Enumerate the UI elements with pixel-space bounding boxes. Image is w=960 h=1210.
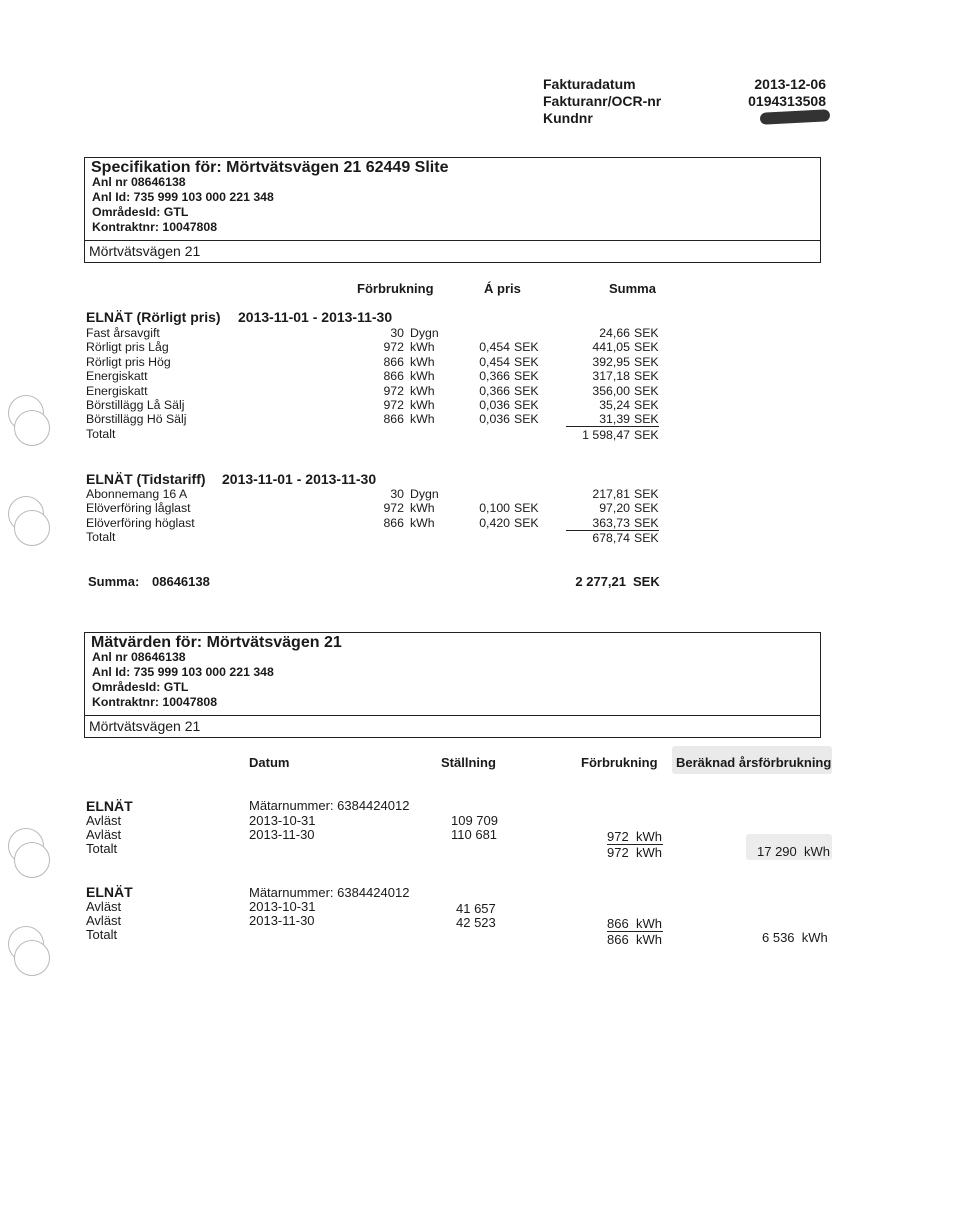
section2-total-unit: SEK (634, 531, 659, 545)
meter1-title: ELNÄT (86, 798, 133, 814)
matv-col-forbrukning: Förbrukning (581, 755, 658, 770)
section1-row-price-unit: SEK (514, 340, 539, 355)
summa-unit: SEK (633, 574, 660, 589)
meter1-annual-unit: kWh (804, 844, 830, 859)
meter2-row2-consumption-value: 866 (607, 916, 629, 931)
col-header-apris: Á pris (484, 281, 521, 296)
section1-row-price-unit: SEK (514, 398, 539, 412)
section2-row-unit: Dygn (410, 487, 439, 501)
section1-row-unit: kWh (410, 369, 435, 384)
section2-total-label: Totalt (86, 530, 116, 544)
section1-row-unit: kWh (410, 354, 435, 369)
section1-row-sum-unit: SEK (634, 340, 659, 355)
section2-row-qty: 972 (383, 501, 404, 516)
redaction-smudge (760, 109, 831, 125)
section1-row-label: Rörligt pris Hög (86, 354, 171, 369)
section2-row-price: 0,100 (479, 501, 510, 516)
matv-title: Mätvärden för: Mörtvätsvägen 21 (91, 634, 342, 651)
section1-row-unit: kWh (410, 383, 435, 398)
section2-period: 2013-11-01 - 2013-11-30 (222, 471, 377, 487)
section1-row-sum: 24,66 (599, 326, 630, 340)
section2-row-label: Elöverföring låglast (86, 501, 191, 516)
meter1-annual-value: 17 290 (757, 844, 797, 859)
punch-hole-6 (14, 842, 50, 878)
section1-total-unit: SEK (634, 428, 659, 442)
meter1-row1-reading: 109 709 (451, 813, 498, 828)
meter1-total (607, 845, 662, 860)
section1-row-sum: 392,95 (592, 354, 630, 369)
meter2-total-unit: kWh (635, 932, 662, 947)
section2-row-qty: 30 (390, 487, 404, 501)
invoice-number: 0194313508 (748, 93, 826, 109)
section1-row-sum-unit: SEK (634, 383, 659, 398)
section1-row-unit: Dygn (410, 326, 439, 340)
spec-anl-nr: Anl nr 08646138 (92, 175, 186, 189)
matv-omrade: OmrådesId: GTL (92, 680, 189, 694)
section1-row-sum-unit: SEK (634, 398, 659, 412)
section2-row-unit: kWh (410, 515, 435, 530)
meter1-number: Mätarnummer: 6384424012 (249, 798, 410, 813)
section2-row-sum: 363,73 (592, 515, 630, 530)
section1-row-label: Börstillägg Lå Sälj (86, 398, 185, 412)
section1-row-price: 0,454 (479, 354, 510, 369)
meter1-row2-consumption (607, 829, 663, 845)
matv-anl-id: Anl Id: 735 999 103 000 221 348 (92, 665, 274, 679)
section1-row-price-unit: SEK (514, 369, 539, 384)
section2-row-price-unit: SEK (514, 515, 539, 530)
section2-title: ELNÄT (Tidstariff) (86, 471, 206, 487)
meter2-row2-consumption-unit: kWh (635, 916, 662, 931)
meter2-annual-value: 6 536 (762, 930, 795, 945)
spec-anl-id: Anl Id: 735 999 103 000 221 348 (92, 190, 274, 204)
section1-sum-underline (566, 426, 659, 427)
section1-row-sum: 31,39 (599, 412, 630, 427)
meter1-row2-reading: 110 681 (451, 827, 498, 842)
section1-row-price: 0,366 (479, 369, 510, 384)
meter2-row1-reading: 41 657 (456, 901, 496, 916)
section2-row-label: Abonnemang 16 A (86, 487, 188, 501)
section1-row-qty: 972 (383, 340, 404, 355)
section1-total: 1 598,47 (582, 428, 630, 442)
meter2-total-value: 866 (607, 932, 629, 947)
section1-row-sum: 317,18 (592, 369, 630, 384)
meter1-row1-label: Avläst (86, 813, 122, 828)
section1-row-price: 0,366 (479, 383, 510, 398)
meter2-row1-date: 2013-10-31 (249, 899, 316, 914)
section1-row-price: 0,454 (479, 340, 510, 355)
section1-row-sum-unit: SEK (634, 412, 659, 427)
section1-row-unit: kWh (410, 398, 435, 412)
section2-row-unit: kWh (410, 501, 435, 516)
punch-hole-2 (14, 410, 50, 446)
section1-row-sum-unit: SEK (634, 369, 659, 384)
section1-row-qty: 972 (383, 398, 404, 412)
section1-row-qty: 866 (383, 354, 404, 369)
meter1-total-unit: kWh (635, 845, 662, 860)
section1-row-price: 0,036 (479, 398, 510, 412)
header-label-customer-number: Kundnr (543, 110, 593, 126)
meter1-row2-date: 2013-11-30 (249, 827, 315, 842)
section1-period: 2013-11-01 - 2013-11-30 (238, 309, 393, 325)
section1-total-label: Totalt (86, 427, 116, 441)
matv-col-stallning: Ställning (441, 755, 496, 770)
meter2-number: Mätarnummer: 6384424012 (249, 885, 410, 900)
meter1-row2-consumption-unit: kWh (635, 829, 662, 844)
meter2-row2-reading: 42 523 (456, 915, 496, 930)
header-label-invoice-number: Fakturanr/OCR-nr (543, 93, 662, 109)
meter2-row2-consumption (607, 916, 663, 932)
punch-hole-8 (14, 940, 50, 976)
summa-value: 2 277,21 (575, 574, 626, 589)
spec-title: Specifikation för: Mörtvätsvägen 21 62449 Slite (91, 159, 449, 176)
meter2-total-label: Totalt (86, 927, 118, 942)
section1-row-price: 0,036 (479, 412, 510, 427)
section1-row-sum: 35,24 (599, 398, 630, 412)
section1-row-sum: 441,05 (592, 340, 630, 355)
section2-row-sum-unit: SEK (634, 515, 659, 530)
spec-omrade: OmrådesId: GTL (92, 205, 189, 219)
section2-row-sum-unit: SEK (634, 501, 659, 516)
section1-row-sum-unit: SEK (634, 326, 659, 340)
section1-row-qty: 30 (390, 326, 404, 340)
meter1-total-label: Totalt (86, 841, 118, 856)
meter2-row2-date: 2013-11-30 (249, 913, 315, 928)
invoice-date: 2013-12-06 (754, 76, 826, 92)
meter2-row1-label: Avläst (86, 899, 122, 914)
section1-row-price-unit: SEK (514, 354, 539, 369)
meter2-title: ELNÄT (86, 884, 133, 900)
matv-address: Mörtvätsvägen 21 (89, 718, 201, 734)
meter1-row2-consumption-value: 972 (607, 829, 629, 844)
meter1-total-value: 972 (607, 845, 629, 860)
section1-row-label: Börstillägg Hö Sälj (86, 412, 187, 427)
matv-kontrakt: Kontraktnr: 10047808 (92, 695, 218, 709)
summa-label: Summa: (88, 574, 140, 589)
meter1-row1-date: 2013-10-31 (249, 813, 316, 828)
punch-hole-4 (14, 510, 50, 546)
meter2-row2-label: Avläst (86, 913, 122, 928)
col-header-summa: Summa (609, 281, 656, 296)
section1-row-label: Fast årsavgift (86, 326, 160, 340)
section2-row-qty: 866 (383, 515, 404, 530)
section1-row-unit: kWh (410, 412, 435, 427)
section1-row-sum: 356,00 (592, 383, 630, 398)
section1-title: ELNÄT (Rörligt pris) (86, 309, 221, 325)
section2-row-price: 0,420 (479, 515, 510, 530)
meter2-annual-unit: kWh (801, 930, 828, 945)
section1-row-price-unit: SEK (514, 412, 539, 427)
col-header-forbrukning: Förbrukning (357, 281, 434, 296)
section1-row-qty: 866 (383, 412, 404, 427)
meter2-total (607, 932, 662, 947)
section1-row-label: Rörligt pris Låg (86, 340, 169, 355)
section2-row-sum-unit: SEK (634, 487, 659, 501)
summa-anl: 08646138 (152, 574, 210, 589)
meter1-annual (757, 844, 830, 859)
section1-row-sum-unit: SEK (634, 354, 659, 369)
spec-address: Mörtvätsvägen 21 (89, 243, 201, 259)
header-label-date: Fakturadatum (543, 76, 636, 92)
section1-row-qty: 972 (383, 383, 404, 398)
meter1-row2-label: Avläst (86, 827, 122, 842)
section1-row-qty: 866 (383, 369, 404, 384)
matv-col-arsforbrukning: Beräknad årsförbrukning (676, 755, 832, 770)
matv-anl-nr: Anl nr 08646138 (92, 650, 186, 664)
section1-row-unit: kWh (410, 340, 435, 355)
section1-row-price-unit: SEK (514, 383, 539, 398)
section2-row-label: Elöverföring höglast (86, 515, 195, 530)
meter2-annual (762, 930, 828, 945)
section2-total: 678,74 (592, 531, 630, 545)
section2-row-sum: 97,20 (599, 501, 630, 516)
spec-kontrakt: Kontraktnr: 10047808 (92, 220, 218, 234)
section2-row-price-unit: SEK (514, 501, 539, 516)
section1-row-label: Energiskatt (86, 369, 148, 384)
section2-row-sum: 217,81 (592, 487, 630, 501)
matv-col-datum: Datum (249, 755, 290, 770)
section1-row-label: Energiskatt (86, 383, 148, 398)
